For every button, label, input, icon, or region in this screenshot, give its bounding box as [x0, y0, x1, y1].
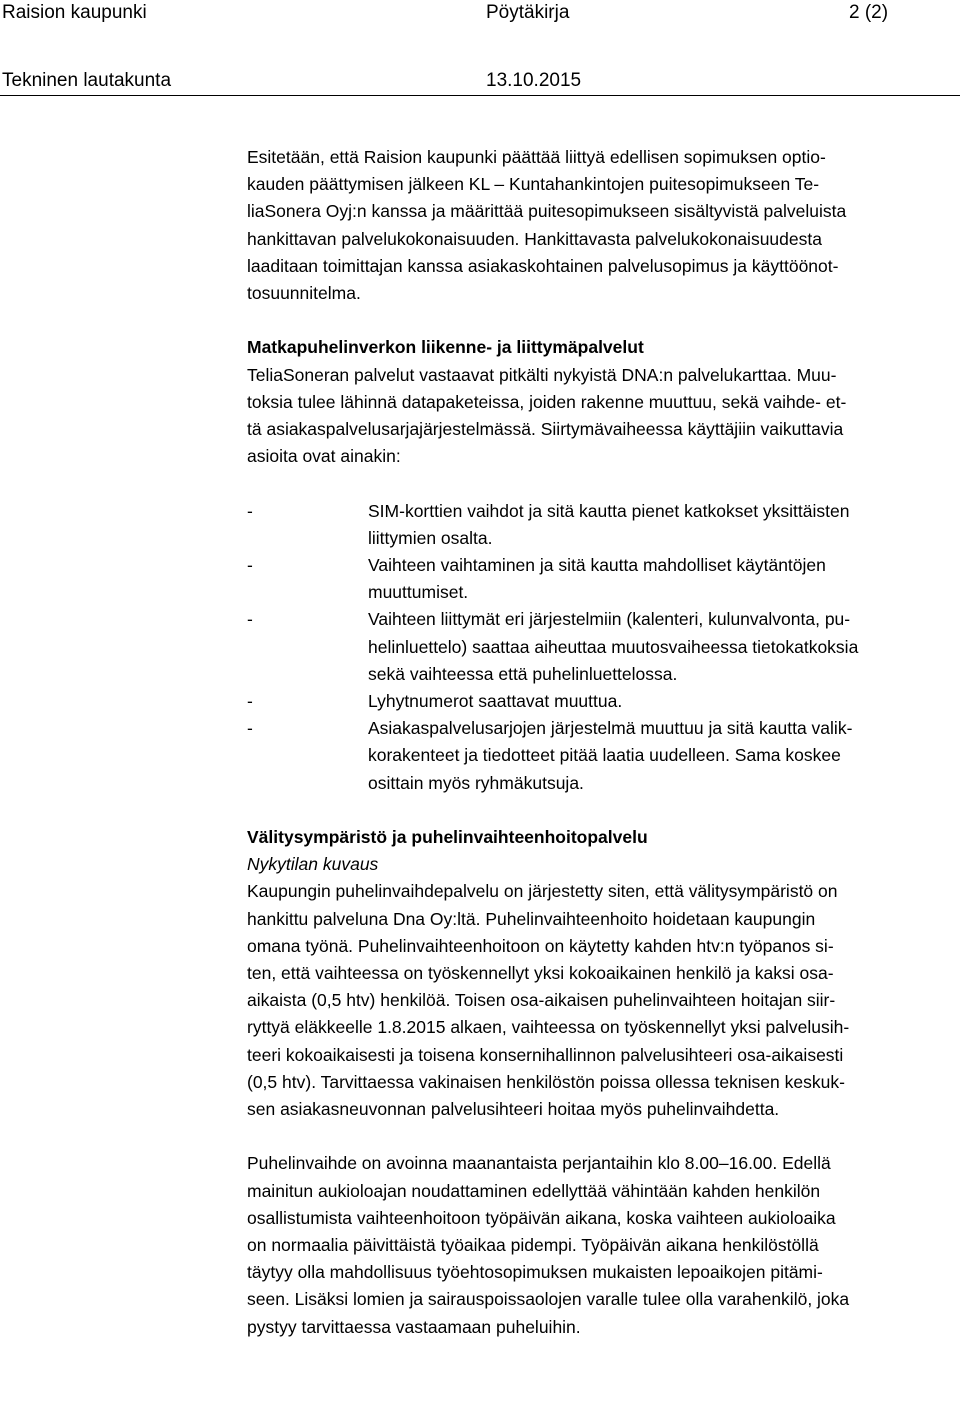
text-line: Vaihteen liittymät eri järjestelmiin (kalenteri, kulunvalvonta, pu- — [368, 609, 851, 630]
text-line: sekä vaihteessa että puhelinluettelossa. — [368, 663, 678, 684]
text-line: seen. Lisäksi lomien ja sairauspoissaolojen varalle tulee olla varahenkilö, joka — [247, 1289, 850, 1310]
text-line: helinluettelo) saattaa aiheuttaa muutosvaiheessa tietokatkoksia — [368, 636, 859, 657]
organization-name: Raision kaupunki — [2, 2, 147, 23]
text-line: aikaista (0,5 htv) henkilöä. Toisen osa-aikaisen puhelinvaihteen hoitajan siir- — [247, 990, 836, 1011]
document-header — [0, 0, 960, 26]
document-type: Pöytäkirja — [486, 2, 570, 23]
text-line: mainitun aukioloajan noudattaminen edellyttää vähintään kahden henkilön — [247, 1180, 821, 1201]
document-subheader — [0, 68, 960, 94]
header-divider — [0, 95, 960, 96]
list-item — [247, 606, 960, 688]
committee-name: Tekninen lautakunta — [2, 70, 172, 91]
text-line: tosuunnitelma. — [247, 283, 361, 304]
text-line: Puhelinvaihde on avoinna maanantaista perjantaihin klo 8.00–16.00. Edellä — [247, 1153, 831, 1174]
text-line: täytyy olla mahdollisuus työehtosopimuksen mukaisten lepoaikojen pitämi- — [247, 1262, 823, 1283]
text-line: Vaihteen vaihtaminen ja sitä kautta mahdolliset käytäntöjen — [368, 555, 826, 576]
subheading-current-state: Nykytilan kuvaus — [247, 854, 379, 875]
text-line: Esitetään, että Raision kaupunki päättää liittyä edellisen sopimuksen optio- — [247, 147, 826, 167]
list-dash: - — [247, 555, 253, 576]
document-body — [247, 144, 960, 1341]
intro-paragraph — [247, 144, 960, 307]
section-heading-switch: Välitysympäristö ja puhelinvaihteenhoitopalvelu — [247, 827, 648, 848]
text-line: omana työnä. Puhelinvaihteenhoitoon on käytetty kahden htv:n työpanos si- — [247, 935, 834, 956]
text-line: hankittavan palvelukokonaisuuden. Hankittavasta palvelukokonaisuudesta — [247, 228, 822, 249]
list-item — [247, 552, 960, 606]
text-line: muuttumiset. — [368, 582, 469, 603]
list-item — [247, 715, 960, 797]
text-line: Kaupungin puhelinvaihdepalvelu on järjestetty siten, että välitysympäristö on — [247, 881, 838, 902]
text-line: Asiakaspalvelusarjojen järjestelmä muuttuu ja sitä kautta valik- — [368, 718, 853, 739]
text-line: tä asiakaspalvelusarjajärjestelmässä. Siirtymävaiheessa käyttäjiin vaikuttavia — [247, 419, 844, 440]
text-line: laaditaan toimittajan kanssa asiakaskohtainen palvelusopimus ja käyttöönot- — [247, 255, 839, 276]
meeting-date: 13.10.2015 — [486, 70, 582, 91]
section-heading-mobile: Matkapuhelinverkon liikenne- ja liittymäpalvelut — [247, 337, 644, 358]
text-line: liaSonera Oyj:n kanssa ja määrittää puitesopimukseen sisältyvistä palveluista — [247, 201, 847, 222]
hours-paragraph — [247, 1150, 960, 1340]
current-state-paragraph — [247, 878, 960, 1123]
text-line: pystyy tarvittaessa vastaamaan puheluihin. — [247, 1316, 581, 1337]
text-line: (0,5 htv). Tarvittaessa vakinaisen henkilöstön poissa ollessa teknisen keskuk- — [247, 1071, 845, 1092]
mobile-paragraph — [247, 362, 960, 471]
text-line: toksia tulee lähinnä datapaketeissa, joiden rakenne muuttuu, sekä vaihde- et- — [247, 391, 847, 412]
text-line: liittymien osalta. — [368, 527, 493, 548]
text-line: sen asiakasneuvonnan palvelusihteeri hoitaa myös puhelinvaihdetta. — [247, 1099, 780, 1120]
list-dash: - — [247, 500, 253, 521]
text-line: Lyhytnumerot saattavat muuttua. — [368, 691, 623, 712]
text-line: TeliaSoneran palvelut vastaavat pitkälti nykyistä DNA:n palvelukarttaa. Muu- — [247, 364, 837, 385]
impact-list — [247, 498, 960, 797]
text-line: kauden päättymisen jälkeen KL – Kuntahankintojen puitesopimukseen Te- — [247, 174, 820, 195]
text-line: ryttyä eläkkeelle 1.8.2015 alkaen, vaihteessa on työskennellyt yksi palvelusih- — [247, 1017, 850, 1038]
text-line: on normaalia päivittäistä työaikaa pidempi. Työpäivän aikana henkilöstöllä — [247, 1235, 819, 1256]
text-line: SIM-korttien vaihdot ja sitä kautta pienet katkokset yksittäisten — [368, 500, 850, 521]
list-dash: - — [247, 691, 253, 712]
list-dash: - — [247, 609, 253, 630]
text-line: korakenteet ja tiedotteet pitää laatia uudelleen. Sama koskee — [368, 745, 841, 766]
text-line: asioita ovat ainakin: — [247, 446, 401, 467]
list-item — [247, 498, 960, 552]
text-line: hankittu palveluna Dna Oy:ltä. Puhelinvaihteenhoito hoidetaan kaupungin — [247, 908, 816, 929]
text-line: osittain myös ryhmäkutsuja. — [368, 772, 584, 793]
text-line: osallistumista vaihteenhoitoon työpäivän aikana, koska vaihteen aukioloaika — [247, 1207, 836, 1228]
list-dash: - — [247, 718, 253, 739]
page-number: 2 (2) — [849, 2, 889, 23]
list-item — [247, 688, 960, 715]
text-line: teeri kokoaikaisesti ja toisena konsernihallinnon palvelusihteeri osa-aikaisesti — [247, 1044, 844, 1065]
text-line: ten, että vaihteessa on työskennellyt yksi kokoaikainen henkilö ja kaksi osa- — [247, 963, 834, 984]
